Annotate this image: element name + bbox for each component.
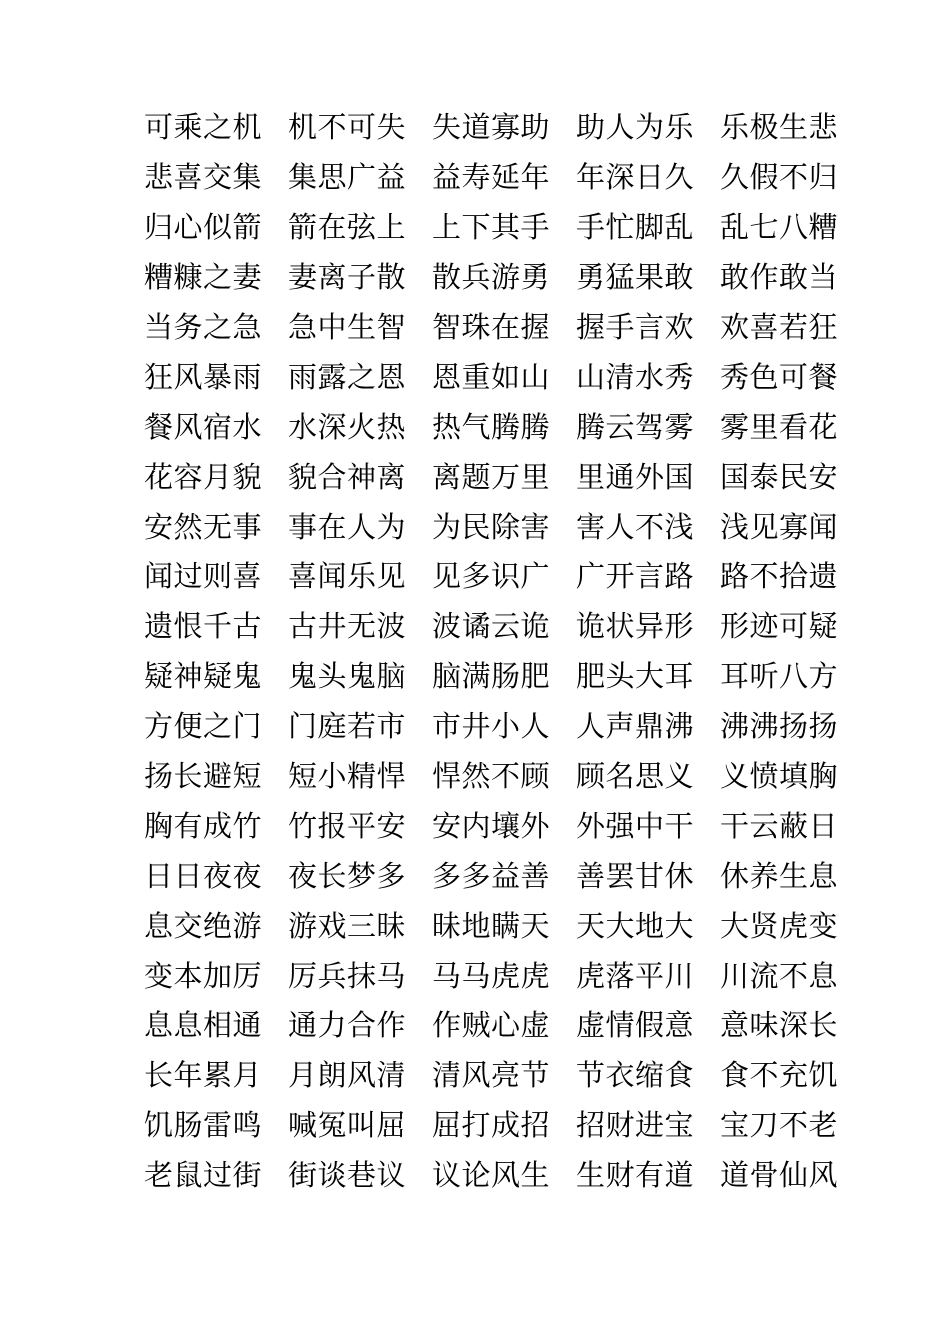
idiom-text: 当务之急 [144,310,263,344]
idiom-row [144,1001,864,1051]
idiom-text: 波谲云诡 [432,609,551,644]
idiom-text: 生财有道 [576,1158,695,1193]
idiom-text: 离题万里 [432,459,551,494]
idiom-row [144,253,864,303]
idiom-text: 害人不浅 [576,509,695,544]
idiom-row [144,702,864,752]
idiom-text: 义愤填胸 [720,759,839,794]
idiom-text: 扬长避短 [144,759,263,794]
idiom-text: 为民除害 [432,509,551,544]
idiom-text: 鬼头鬼脑 [288,659,407,694]
idiom-text: 乐极生悲 [720,110,839,145]
idiom-text: 外强中干 [576,808,695,843]
idiom-row [144,402,864,452]
idiom-text: 长年累月 [144,1058,263,1093]
idiom-text: 糟糠之妻 [144,260,263,295]
idiom-row [144,602,864,652]
idiom-text: 作贼心虚 [432,1008,551,1043]
idiom-text: 脑满肠肥 [432,659,551,694]
idiom-text: 箭在弦上 [288,210,407,245]
idiom-row [144,1101,864,1151]
idiom-text: 手忙脚乱 [576,210,695,245]
idiom-text: 招财进宝 [576,1108,695,1143]
idiom-text: 厉兵抹马 [288,958,407,993]
idiom-text: 敢作敢当 [720,260,839,295]
idiom-text: 餐风宿水 [144,409,263,444]
idiom-text: 古井无波 [288,609,407,644]
idiom-text: 貌合神离 [288,459,407,494]
idiom-text: 雨露之恩 [288,359,407,394]
idiom-text: 游戏三昧 [288,908,407,943]
idiom-row [144,502,864,552]
idiom-text: 变本加厉 [144,958,263,993]
idiom-text: 欢喜若狂 [720,310,839,344]
idiom-text: 耳听八方 [720,659,839,694]
idiom-text: 节衣缩食 [576,1058,695,1093]
idiom-text: 多多益善 [432,858,551,893]
idiom-text: 握手言欢 [576,310,695,344]
idiom-text: 乱七八糟 [720,210,839,245]
idiom-text: 大贤虎变 [720,908,839,943]
idiom-text: 沸沸扬扬 [720,709,839,744]
idiom-text: 浅见寡闻 [720,509,839,544]
idiom-row [144,752,864,802]
idiom-text: 息交绝游 [144,908,263,943]
idiom-text: 门庭若市 [288,709,407,744]
idiom-row [144,153,864,203]
idiom-text: 年深日久 [576,160,695,195]
idiom-text: 虎落平川 [576,958,695,993]
idiom-row [144,103,864,153]
idiom-text: 息息相通 [144,1008,263,1043]
idiom-text: 安然无事 [144,509,263,544]
idiom-text: 益寿延年 [432,160,551,195]
idiom-text: 道骨仙风 [720,1158,839,1193]
idiom-row [144,552,864,602]
idiom-text: 安内壤外 [432,808,551,843]
idiom-text: 可乘之机 [144,110,263,145]
idiom-text: 恩重如山 [432,359,551,394]
idiom-text: 昧地瞒天 [432,908,551,943]
idiom-row [144,303,864,353]
idiom-text: 闻过则喜 [144,559,263,594]
idiom-row [144,352,864,402]
idiom-text: 形迹可疑 [720,609,839,644]
idiom-text: 事在人为 [288,509,407,544]
idiom-text: 路不拾遗 [720,559,839,594]
idiom-text: 归心似箭 [144,210,263,245]
idiom-text: 遗恨千古 [144,609,263,644]
idiom-row [144,801,864,851]
idiom-text: 短小精悍 [288,759,407,794]
idiom-text: 疑神疑鬼 [144,659,263,694]
idiom-row [144,652,864,702]
idiom-text: 急中生智 [288,310,407,344]
idiom-text: 通力合作 [288,1008,407,1043]
idiom-text: 天大地大 [576,908,695,943]
idiom-text: 悍然不顾 [432,759,551,794]
idiom-text: 宝刀不老 [720,1108,839,1143]
idiom-text: 方便之门 [144,709,263,744]
idiom-row [144,851,864,901]
idiom-row [144,1051,864,1101]
idiom-text: 久假不归 [720,160,839,195]
idiom-row [144,452,864,502]
idiom-text: 人声鼎沸 [576,709,695,744]
idiom-text: 胸有成竹 [144,808,263,843]
idiom-text: 清风亮节 [432,1058,551,1093]
idiom-text: 散兵游勇 [432,260,551,295]
idiom-text: 悲喜交集 [144,160,263,195]
idiom-text: 喊冤叫屈 [288,1108,407,1143]
idiom-text: 智珠在握 [432,310,551,344]
idiom-text: 食不充饥 [720,1058,839,1093]
idiom-text: 失道寡助 [432,110,551,145]
idiom-text: 热气腾腾 [432,409,551,444]
idiom-chain-grid [144,103,864,1201]
idiom-text: 国泰民安 [720,459,839,494]
idiom-text: 议论风生 [432,1158,551,1193]
idiom-text: 雾里看花 [720,409,839,444]
idiom-text: 水深火热 [288,409,407,444]
idiom-text: 秀色可餐 [720,359,839,394]
idiom-text: 善罢甘休 [576,858,695,893]
idiom-text: 上下其手 [432,210,551,245]
idiom-text: 见多识广 [432,559,551,594]
idiom-text: 诡状异形 [576,609,695,644]
idiom-text: 虚情假意 [576,1008,695,1043]
idiom-text: 意味深长 [720,1008,839,1043]
idiom-row [144,203,864,253]
idiom-text: 市井小人 [432,709,551,744]
idiom-text: 顾名思义 [576,759,695,794]
idiom-row [144,1151,864,1201]
idiom-text: 妻离子散 [288,260,407,295]
idiom-text: 助人为乐 [576,110,695,145]
idiom-text: 夜长梦多 [288,858,407,893]
idiom-text: 川流不息 [720,958,839,993]
idiom-text: 马马虎虎 [432,958,551,993]
idiom-row [144,901,864,951]
idiom-text: 机不可失 [288,110,407,145]
idiom-text: 休养生息 [720,858,839,893]
idiom-text: 饥肠雷鸣 [144,1108,263,1143]
idiom-text: 屈打成招 [432,1108,551,1143]
idiom-text: 干云蔽日 [720,808,839,843]
idiom-text: 日日夜夜 [144,858,263,893]
idiom-text: 喜闻乐见 [288,559,407,594]
idiom-text: 肥头大耳 [576,659,695,694]
idiom-text: 竹报平安 [288,808,407,843]
idiom-text: 老鼠过街 [144,1158,263,1193]
idiom-row [144,951,864,1001]
idiom-text: 月朗风清 [288,1058,407,1093]
idiom-text: 花容月貌 [144,459,263,494]
idiom-text: 腾云驾雾 [576,409,695,444]
idiom-text: 勇猛果敢 [576,260,695,295]
idiom-text: 街谈巷议 [288,1158,407,1193]
idiom-text: 山清水秀 [576,359,695,394]
idiom-text: 狂风暴雨 [144,359,263,394]
idiom-text: 集思广益 [288,160,407,195]
idiom-text: 里通外国 [576,459,695,494]
idiom-text: 广开言路 [576,559,695,594]
